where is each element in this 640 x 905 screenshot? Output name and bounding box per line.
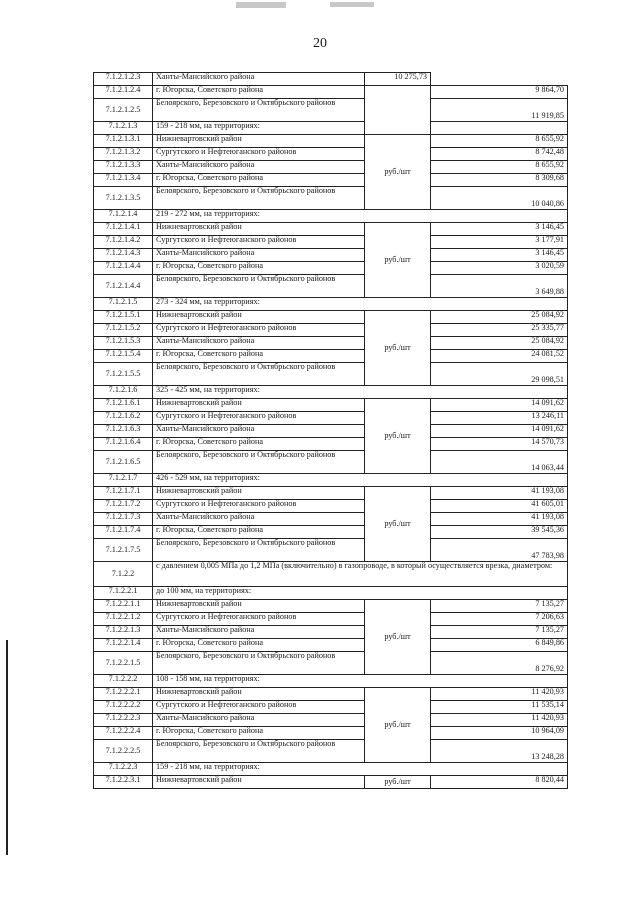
row-code: 7.1.2.1.7.2 xyxy=(94,500,153,513)
row-code: 7.1.2.1.6.1 xyxy=(94,399,153,412)
row-code: 7.1.2.1.5.5 xyxy=(94,363,153,386)
unit-cell: руб./шт xyxy=(365,399,431,474)
price-value: 10 964,09 xyxy=(431,727,568,740)
territory-name: г. Югорска, Советского района xyxy=(153,727,365,740)
table-row xyxy=(94,174,568,187)
unit-cell: руб./шт xyxy=(365,311,431,386)
row-code: 7.1.2.1.3.4 xyxy=(94,174,153,187)
row-code: 7.1.2.1.5.2 xyxy=(94,324,153,337)
territory-name: Сургутского и Нефтеюганского районов xyxy=(153,236,365,249)
price-value: 6 849,86 xyxy=(431,639,568,652)
table-row xyxy=(94,639,568,652)
table-row xyxy=(94,249,568,262)
price-value: 9 864,70 xyxy=(431,86,568,99)
territory-name: Ханты-Мансийского района xyxy=(153,513,365,526)
section-title: до 100 мм, на территориях: xyxy=(153,587,568,600)
row-code: 7.1.2.1.6 xyxy=(94,386,153,399)
row-code: 7.1.2.2.1.3 xyxy=(94,626,153,639)
territory-name: г. Югорска, Советского района xyxy=(153,438,365,451)
territory-name: Сургутского и Нефтеюганского районов xyxy=(153,324,365,337)
price-value: 8 309,68 xyxy=(431,174,568,187)
territory-name: Белоярского, Березовского и Октябрьского районов xyxy=(153,363,365,386)
territory-name: Нижневартовский район xyxy=(153,776,365,789)
price-value: 13 248,28 xyxy=(431,740,568,763)
section-title: 426 - 529 мм, на территориях: xyxy=(153,474,568,487)
table-row xyxy=(94,438,568,451)
row-code: 7.1.2.1.7.5 xyxy=(94,539,153,562)
row-code: 7.1.2.1.6.3 xyxy=(94,425,153,438)
territory-name: Нижневартовский район xyxy=(153,487,365,500)
price-value: 41 605,01 xyxy=(431,500,568,513)
row-code: 7.1.2.1.5.3 xyxy=(94,337,153,350)
row-code: 7.1.2.1.4.1 xyxy=(94,223,153,236)
table-row xyxy=(94,73,568,86)
territory-name: Ханты-Мансийского района xyxy=(153,425,365,438)
price-value: 41 193,08 xyxy=(431,487,568,500)
row-code: 7.1.2.2.1 xyxy=(94,587,153,600)
tariff-table xyxy=(93,72,568,789)
table-section-row xyxy=(94,298,568,311)
price-value: 41 193,08 xyxy=(431,513,568,526)
row-code: 7.1.2.1.3.1 xyxy=(94,135,153,148)
territory-name: Сургутского и Нефтеюганского районов xyxy=(153,613,365,626)
territory-name: Белоярского, Березовского и Октябрьского районов xyxy=(153,652,365,675)
page-number: 20 xyxy=(313,36,327,51)
table-row xyxy=(94,613,568,626)
price-value: 3 146,45 xyxy=(431,223,568,236)
territory-name: Сургутского и Нефтеюганского районов xyxy=(153,148,365,161)
row-code: 7.1.2.1.5 xyxy=(94,298,153,311)
row-code: 7.1.2.1.4.2 xyxy=(94,236,153,249)
table-section-row xyxy=(94,386,568,399)
price-value: 3 649,88 xyxy=(431,275,568,298)
price-value: 3 020,59 xyxy=(431,262,568,275)
territory-name: г. Югорска, Советского района xyxy=(153,174,365,187)
table-row xyxy=(94,148,568,161)
table-row xyxy=(94,526,568,539)
row-code: 7.1.2.1.4 xyxy=(94,210,153,223)
scan-artifact xyxy=(330,2,374,7)
price-value: 10 275,73 xyxy=(365,73,431,86)
table-row xyxy=(94,262,568,275)
section-title: 219 - 272 мм, на территориях: xyxy=(153,210,568,223)
row-code: 7.1.2.1.3.3 xyxy=(94,161,153,174)
row-code: 7.1.2.1.3.2 xyxy=(94,148,153,161)
price-value: 14 063,44 xyxy=(431,451,568,474)
price-value: 7 135,27 xyxy=(431,600,568,613)
table-row xyxy=(94,600,568,613)
table-row xyxy=(94,187,568,210)
table-row xyxy=(94,223,568,236)
table-section-row xyxy=(94,562,568,587)
price-value: 14 091,62 xyxy=(431,425,568,438)
territory-name: Нижневартовский район xyxy=(153,399,365,412)
price-value: 3 177,91 xyxy=(431,236,568,249)
unit-cell: руб./шт xyxy=(365,487,431,562)
table-row xyxy=(94,500,568,513)
territory-name: Ханты-Мансийского района xyxy=(153,249,365,262)
row-code: 7.1.2.2.2.5 xyxy=(94,740,153,763)
row-code: 7.1.2.2.3 xyxy=(94,763,153,776)
table-section-row xyxy=(94,122,568,135)
row-code: 7.1.2.2.2.3 xyxy=(94,714,153,727)
section-title: 159 - 218 мм, на территориях: xyxy=(153,763,568,776)
table-row xyxy=(94,350,568,363)
table-section-row xyxy=(94,587,568,600)
table-section-row xyxy=(94,474,568,487)
row-code: 7.1.2.2.2.1 xyxy=(94,688,153,701)
row-code: 7.1.2.1.3.5 xyxy=(94,187,153,210)
section-title: с давлением 0,005 МПа до 1,2 МПа (включительно) в газопроводе, в который осуществляется врезка, диаметром: xyxy=(153,562,568,587)
table-row xyxy=(94,740,568,763)
scan-edge-mark xyxy=(6,640,8,855)
section-title: 325 - 425 мм, на территориях: xyxy=(153,386,568,399)
price-value: 29 098,51 xyxy=(431,363,568,386)
territory-name: Белоярского, Березовского и Октябрьского районов xyxy=(153,539,365,562)
table-row xyxy=(94,86,568,99)
territory-name: Нижневартовский район xyxy=(153,135,365,148)
territory-name: Сургутского и Нефтеюганского районов xyxy=(153,412,365,425)
table-section-row xyxy=(94,210,568,223)
table-row xyxy=(94,776,568,789)
section-title: 273 - 324 мм, на территориях: xyxy=(153,298,568,311)
territory-name: Нижневартовский район xyxy=(153,600,365,613)
row-code: 7.1.2.2.2 xyxy=(94,675,153,688)
table-row xyxy=(94,688,568,701)
table-row xyxy=(94,161,568,174)
row-code: 7.1.2.1.2.3 xyxy=(94,73,153,86)
row-code: 7.1.2.1.2.5 xyxy=(94,99,153,122)
territory-name: г. Югорска, Советского района xyxy=(153,86,365,99)
row-code: 7.1.2.2.1.1 xyxy=(94,600,153,613)
territory-name: Ханты-Мансийского района xyxy=(153,73,365,86)
table-row xyxy=(94,451,568,474)
section-title: 159 - 218 мм, на территориях: xyxy=(153,122,568,135)
price-value: 3 146,45 xyxy=(431,249,568,262)
row-code: 7.1.2.1.3 xyxy=(94,122,153,135)
row-code: 7.1.2.1.4.4 xyxy=(94,275,153,298)
row-code: 7.1.2.1.7.1 xyxy=(94,487,153,500)
price-value: 11 420,93 xyxy=(431,688,568,701)
row-code: 7.1.2.1.5.4 xyxy=(94,350,153,363)
unit-cell: руб./шт xyxy=(365,600,431,675)
price-value: 47 783,98 xyxy=(431,539,568,562)
territory-name: Белоярского, Березовского и Октябрьского районов xyxy=(153,740,365,763)
territory-name: Ханты-Мансийского района xyxy=(153,337,365,350)
row-code: 7.1.2.2.2.4 xyxy=(94,727,153,740)
row-code: 7.1.2.1.6.5 xyxy=(94,451,153,474)
table-section-row xyxy=(94,763,568,776)
row-code: 7.1.2.2 xyxy=(94,562,153,587)
territory-name: Белоярского, Березовского и Октябрьского районов xyxy=(153,451,365,474)
price-value: 24 081,52 xyxy=(431,350,568,363)
row-code: 7.1.2.1.7.3 xyxy=(94,513,153,526)
table-row xyxy=(94,363,568,386)
scan-artifact xyxy=(236,2,286,8)
row-code: 7.1.2.2.1.4 xyxy=(94,639,153,652)
table-row xyxy=(94,714,568,727)
territory-name: Белоярского, Березовского и Октябрьского районов xyxy=(153,275,365,298)
row-code: 7.1.2.1.7 xyxy=(94,474,153,487)
price-value: 39 545,36 xyxy=(431,526,568,539)
table-row xyxy=(94,513,568,526)
row-code: 7.1.2.1.6.4 xyxy=(94,438,153,451)
territory-name: Белоярского, Березовского и Октябрьского районов xyxy=(153,99,365,122)
table-row xyxy=(94,412,568,425)
row-code: 7.1.2.1.4.4 xyxy=(94,262,153,275)
table-row xyxy=(94,275,568,298)
territory-name: Нижневартовский район xyxy=(153,311,365,324)
territory-name: Ханты-Мансийского района xyxy=(153,714,365,727)
table-row xyxy=(94,236,568,249)
unit-cell: руб./шт xyxy=(365,776,431,789)
table-row xyxy=(94,487,568,500)
territory-name: г. Югорска, Советского района xyxy=(153,350,365,363)
territory-name: г. Югорска, Советского района xyxy=(153,262,365,275)
territory-name: Нижневартовский район xyxy=(153,223,365,236)
table-section-row xyxy=(94,675,568,688)
row-code: 7.1.2.1.5.1 xyxy=(94,311,153,324)
price-value: 11 919,85 xyxy=(431,99,568,122)
price-value: 10 040,86 xyxy=(431,187,568,210)
price-value: 8 276,92 xyxy=(431,652,568,675)
row-code: 7.1.2.1.4.3 xyxy=(94,249,153,262)
territory-name: Нижневартовский район xyxy=(153,688,365,701)
table-row xyxy=(94,626,568,639)
section-title: 108 - 158 мм, на территориях: xyxy=(153,675,568,688)
price-value: 25 084,92 xyxy=(431,337,568,350)
price-value: 8 655,92 xyxy=(431,161,568,174)
price-value: 8 655,92 xyxy=(431,135,568,148)
table-row xyxy=(94,324,568,337)
table-row xyxy=(94,701,568,714)
price-value: 11 420,93 xyxy=(431,714,568,727)
unit-cell: руб./шт xyxy=(365,688,431,763)
table-row xyxy=(94,539,568,562)
row-code: 7.1.2.1.7.4 xyxy=(94,526,153,539)
territory-name: Белоярского, Березовского и Октябрьского районов xyxy=(153,187,365,210)
territory-name: Сургутского и Нефтеюганского районов xyxy=(153,500,365,513)
territory-name: Сургутского и Нефтеюганского районов xyxy=(153,701,365,714)
table-row xyxy=(94,135,568,148)
table-row xyxy=(94,99,568,122)
row-code: 7.1.2.2.1.2 xyxy=(94,613,153,626)
row-code: 7.1.2.1.2.4 xyxy=(94,86,153,99)
territory-name: Ханты-Мансийского района xyxy=(153,161,365,174)
territory-name: г. Югорска, Советского района xyxy=(153,639,365,652)
price-value: 7 135,27 xyxy=(431,626,568,639)
row-code: 7.1.2.2.1.5 xyxy=(94,652,153,675)
table-row xyxy=(94,652,568,675)
price-value: 8 820,44 xyxy=(431,776,568,789)
table-row xyxy=(94,337,568,350)
price-value: 14 570,73 xyxy=(431,438,568,451)
table-row xyxy=(94,425,568,438)
price-value: 7 206,63 xyxy=(431,613,568,626)
unit-cell: руб./шт xyxy=(365,135,431,210)
table-row xyxy=(94,727,568,740)
table-row xyxy=(94,399,568,412)
table-row xyxy=(94,311,568,324)
price-value: 8 742,48 xyxy=(431,148,568,161)
row-code: 7.1.2.2.3.1 xyxy=(94,776,153,789)
unit-cell: руб./шт xyxy=(365,223,431,298)
price-value: 11 535,14 xyxy=(431,701,568,714)
territory-name: Ханты-Мансийского района xyxy=(153,626,365,639)
territory-name: г. Югорска, Советского района xyxy=(153,526,365,539)
price-value: 13 246,11 xyxy=(431,412,568,425)
price-value: 25 335,77 xyxy=(431,324,568,337)
price-value: 14 091,62 xyxy=(431,399,568,412)
row-code: 7.1.2.2.2.2 xyxy=(94,701,153,714)
row-code: 7.1.2.1.6.2 xyxy=(94,412,153,425)
price-value: 25 084,92 xyxy=(431,311,568,324)
